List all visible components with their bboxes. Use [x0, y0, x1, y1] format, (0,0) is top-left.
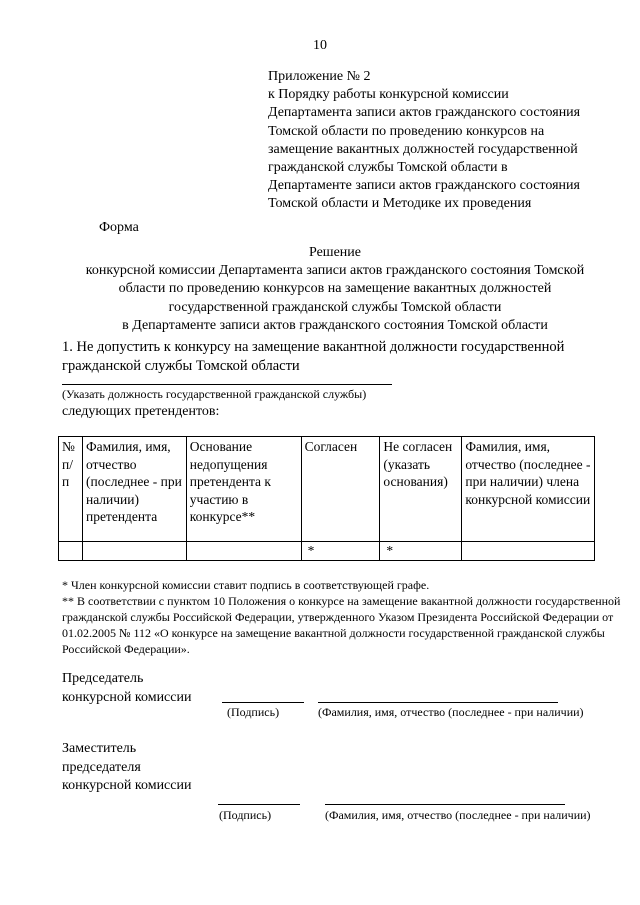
chairman-label	[62, 670, 191, 707]
decision-line: Решение	[308, 245, 361, 260]
footnote: * Член конкурсной комиссии ставит подпись в соответствующей графе.	[62, 578, 430, 592]
table-header-cell: Основание недопущения претендента к участию в конкурсе**	[186, 437, 301, 542]
decision-line: области по проведению конкурсов на замещение вакантных должностей	[118, 281, 552, 297]
appendix-line: Томской области и Методике их проведения	[268, 196, 532, 212]
table-header-cell: Фамилия, имя, отчество (последнее - при наличии) члена конкурсной комиссии	[462, 437, 595, 542]
form-label: Форма	[99, 220, 139, 235]
table-cell: *	[380, 542, 462, 561]
chairman-signature-caption: (Подпись)	[227, 705, 280, 719]
footnote: ** В соответствии с пунктом 10 Положения о конкурсе на замещение вакантной должности государственной гражданской службы Российской Федерации, утвержденного Указом Президента Российской Федерации от 01.02.2005 № 112 «О конкурсе на замещение вакантной должности государственной гражданской службы Российской Федерации».	[62, 594, 621, 656]
appendix-line: Департаменте записи актов гражданского состояния	[268, 178, 580, 194]
appendix-line: Департамента записи актов гражданского состояния	[268, 105, 581, 121]
point-1-text: 1. Не допустить к конкурсу на замещение вакантной должности государственной гражданской службы Томской области	[62, 339, 565, 374]
table-header-cell: Фамилия, имя, отчество (последнее - при наличии) претендента	[82, 437, 186, 542]
role-line: конкурсной комиссии	[62, 689, 192, 705]
table-header-row	[59, 437, 595, 542]
decision-line: конкурсной комиссии Департамента записи актов гражданского состояния Томской	[85, 263, 585, 279]
deputy-chairman-label	[62, 740, 191, 796]
appendix-line: гражданской службы Томской области в	[268, 160, 508, 176]
candidates-table	[58, 436, 595, 561]
table-cell	[186, 542, 301, 561]
page-number: 10	[313, 38, 327, 53]
role-line: конкурсной комиссии	[62, 778, 192, 793]
deputy-signature-line	[218, 804, 300, 805]
role-line: председателя	[62, 759, 141, 775]
footnotes	[62, 577, 632, 657]
chairman-name-caption: (Фамилия, имя, отчество (последнее - при наличии)	[318, 705, 584, 719]
appendix-line: к Порядку работы конкурсной комиссии	[268, 87, 509, 103]
decision-title	[30, 244, 640, 335]
appendix-line: Приложение № 2	[268, 69, 371, 84]
position-caption: (Указать должность государственной гражданской службы)	[62, 387, 367, 401]
table-header-cell: № п/п	[59, 437, 83, 542]
table-header-cell: Не согласен (указать основания)	[380, 437, 462, 542]
position-blank-line	[62, 384, 392, 385]
deputy-signature-caption: (Подпись)	[219, 808, 272, 822]
role-line: Председатель	[62, 671, 144, 686]
table-cell	[59, 542, 83, 561]
table-cell	[462, 542, 595, 561]
decision-line: государственной гражданской службы Томской области	[168, 299, 502, 315]
appendix-heading	[268, 68, 628, 214]
deputy-name-line	[325, 804, 565, 805]
table-header-cell: Согласен	[301, 437, 380, 542]
table-row	[59, 542, 595, 561]
following-candidates-text: следующих претендентов:	[62, 404, 220, 419]
chairman-name-line	[318, 702, 558, 703]
appendix-line: Томской области по проведению конкурсов на	[268, 123, 545, 139]
table-cell	[82, 542, 186, 561]
role-line: Заместитель	[62, 741, 137, 756]
deputy-name-caption: (Фамилия, имя, отчество (последнее - при наличии)	[325, 808, 591, 822]
chairman-signature-line	[222, 702, 304, 703]
table-cell: *	[301, 542, 380, 561]
appendix-line: замещение вакантных должностей государственной	[268, 141, 578, 157]
decision-line: в Департаменте записи актов гражданского состояния Томской области	[122, 317, 548, 333]
